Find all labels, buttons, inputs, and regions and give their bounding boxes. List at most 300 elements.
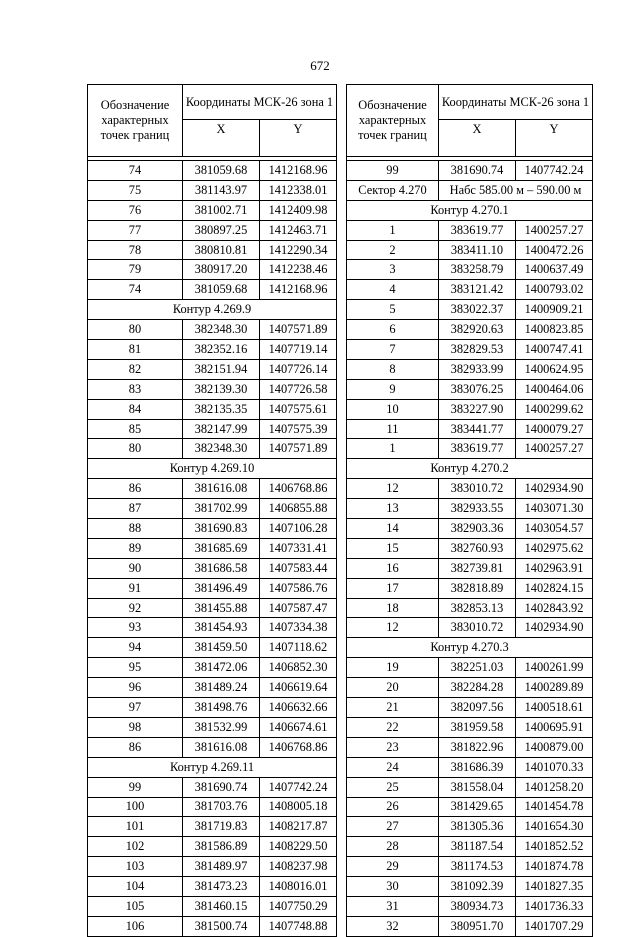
- height-range: Набс 585.00 м – 590.00 м: [439, 180, 593, 200]
- point-number: 93: [88, 618, 183, 638]
- coord-x: 380810.81: [183, 240, 260, 260]
- point-number: 75: [88, 180, 183, 200]
- coord-y: 1402843.92: [516, 598, 593, 618]
- table-row: [347, 399, 593, 419]
- coord-y: 1400261.99: [516, 658, 593, 678]
- coord-x: 381690.83: [183, 519, 260, 539]
- table-row: [347, 618, 593, 638]
- coord-x: 382903.36: [439, 519, 516, 539]
- coord-x: 382933.99: [439, 359, 516, 379]
- coord-y: 1400079.27: [516, 419, 593, 439]
- point-number: 25: [347, 777, 439, 797]
- coord-y: 1406768.86: [260, 479, 337, 499]
- coord-x: 381059.68: [183, 161, 260, 181]
- coord-x: 381143.97: [183, 180, 260, 200]
- coord-x: 381690.74: [183, 777, 260, 797]
- coord-x: 381586.89: [183, 837, 260, 857]
- point-number: 88: [88, 519, 183, 539]
- table-row: [347, 419, 593, 439]
- coord-y: 1407586.76: [260, 578, 337, 598]
- point-number: 96: [88, 678, 183, 698]
- coord-x: 382284.28: [439, 678, 516, 698]
- table-row: [88, 777, 337, 797]
- point-number: 86: [88, 479, 183, 499]
- coord-x: 381187.54: [439, 837, 516, 857]
- point-number: Сектор 4.270: [347, 180, 439, 200]
- point-number: 81: [88, 340, 183, 360]
- coord-x: 382760.93: [439, 538, 516, 558]
- contour-header-row: [347, 200, 593, 220]
- contour-title: Контур 4.270.1: [347, 200, 593, 220]
- point-number: 80: [88, 320, 183, 340]
- coord-y: 1400624.95: [516, 359, 593, 379]
- table-row: [88, 558, 337, 578]
- point-number: 1: [347, 439, 439, 459]
- coord-x: 382933.55: [439, 499, 516, 519]
- coordinates-table-left: [87, 84, 337, 937]
- header-coordinates: Координаты МСК-26 зона 1: [183, 85, 337, 120]
- coord-x: 382348.30: [183, 320, 260, 340]
- coord-y: 1400257.27: [516, 220, 593, 240]
- point-number: 9: [347, 379, 439, 399]
- coord-y: 1402934.90: [516, 618, 593, 638]
- table-row: [88, 678, 337, 698]
- point-number: 82: [88, 359, 183, 379]
- coord-y: 1403054.57: [516, 519, 593, 539]
- table-row: [347, 240, 593, 260]
- coord-x: 381174.53: [439, 857, 516, 877]
- point-number: 84: [88, 399, 183, 419]
- contour-header-row: [88, 300, 337, 320]
- coord-x: 381690.74: [439, 161, 516, 181]
- coord-x: 383076.25: [439, 379, 516, 399]
- point-number: 103: [88, 857, 183, 877]
- point-number: 29: [347, 857, 439, 877]
- table-row: [347, 479, 593, 499]
- table-row: [88, 359, 337, 379]
- coord-y: 1407571.89: [260, 320, 337, 340]
- coord-y: 1401070.33: [516, 757, 593, 777]
- point-number: 87: [88, 499, 183, 519]
- coord-x: 381455.88: [183, 598, 260, 618]
- table-row: [88, 499, 337, 519]
- table-row: [347, 260, 593, 280]
- coord-y: 1407334.38: [260, 618, 337, 638]
- table-row: [347, 678, 593, 698]
- table-row: [88, 240, 337, 260]
- point-number: 11: [347, 419, 439, 439]
- coord-x: 382135.35: [183, 399, 260, 419]
- coord-x: 381002.71: [183, 200, 260, 220]
- point-number: 104: [88, 877, 183, 897]
- coord-y: 1400464.06: [516, 379, 593, 399]
- table-row: [347, 499, 593, 519]
- coord-y: 1400823.85: [516, 320, 593, 340]
- table-row: [88, 638, 337, 658]
- coord-y: 1407726.14: [260, 359, 337, 379]
- point-number: 6: [347, 320, 439, 340]
- coord-x: 383411.10: [439, 240, 516, 260]
- point-number: 31: [347, 896, 439, 916]
- coord-y: 1401852.52: [516, 837, 593, 857]
- table-row: [347, 180, 593, 200]
- point-number: 76: [88, 200, 183, 220]
- point-number: 99: [88, 777, 183, 797]
- header-point-label: Обозначение характерных точек границ: [347, 85, 439, 157]
- coord-y: 1408229.50: [260, 837, 337, 857]
- coord-x: 382853.13: [439, 598, 516, 618]
- coord-y: 1412338.01: [260, 180, 337, 200]
- point-number: 30: [347, 877, 439, 897]
- table-row: [347, 737, 593, 757]
- coord-x: 381489.97: [183, 857, 260, 877]
- coord-x: 381558.04: [439, 777, 516, 797]
- point-number: 74: [88, 161, 183, 181]
- coord-x: 383619.77: [439, 439, 516, 459]
- page-number: 672: [310, 58, 330, 73]
- table-row: [347, 598, 593, 618]
- point-number: 21: [347, 698, 439, 718]
- contour-title: Контур 4.269.9: [88, 300, 337, 320]
- coord-y: 1412168.96: [260, 280, 337, 300]
- coord-y: 1402824.15: [516, 578, 593, 598]
- point-number: 7: [347, 340, 439, 360]
- point-number: 99: [347, 161, 439, 181]
- contour-header-row: [88, 459, 337, 479]
- table-row: [88, 578, 337, 598]
- table-row: [347, 300, 593, 320]
- coord-y: 1400299.62: [516, 399, 593, 419]
- coord-x: 380951.70: [439, 916, 516, 936]
- point-number: 91: [88, 578, 183, 598]
- coord-x: 380897.25: [183, 220, 260, 240]
- coord-x: 382139.30: [183, 379, 260, 399]
- table-left-body: [88, 161, 337, 937]
- coord-y: 1407748.88: [260, 916, 337, 936]
- coord-y: 1407742.24: [516, 161, 593, 181]
- point-number: 95: [88, 658, 183, 678]
- point-number: 85: [88, 419, 183, 439]
- coord-y: 1401874.78: [516, 857, 593, 877]
- table-row: [88, 439, 337, 459]
- table-row: [347, 797, 593, 817]
- table-row: [347, 837, 593, 857]
- coord-y: 1407750.29: [260, 896, 337, 916]
- table-row: [347, 877, 593, 897]
- coord-y: 1408005.18: [260, 797, 337, 817]
- coord-x: 381686.58: [183, 558, 260, 578]
- table-row: [88, 419, 337, 439]
- table-row: [88, 857, 337, 877]
- point-number: 74: [88, 280, 183, 300]
- point-number: 90: [88, 558, 183, 578]
- table-row: [347, 340, 593, 360]
- point-number: 78: [88, 240, 183, 260]
- coord-x: 382348.30: [183, 439, 260, 459]
- point-number: 28: [347, 837, 439, 857]
- table-row: [347, 757, 593, 777]
- coord-x: 383258.79: [439, 260, 516, 280]
- coord-y: 1401654.30: [516, 817, 593, 837]
- point-number: 100: [88, 797, 183, 817]
- coord-y: 1407742.24: [260, 777, 337, 797]
- table-row: [88, 916, 337, 936]
- point-number: 15: [347, 538, 439, 558]
- point-number: 98: [88, 717, 183, 737]
- header-y: Y: [516, 120, 593, 157]
- coord-x: 383010.72: [439, 618, 516, 638]
- coord-y: 1400637.49: [516, 260, 593, 280]
- coord-x: 381532.99: [183, 717, 260, 737]
- table-row: [88, 896, 337, 916]
- coord-x: 381496.49: [183, 578, 260, 598]
- coord-y: 1402963.91: [516, 558, 593, 578]
- contour-header-row: [88, 757, 337, 777]
- coord-y: 1400472.26: [516, 240, 593, 260]
- coord-y: 1407575.61: [260, 399, 337, 419]
- table-row: [88, 180, 337, 200]
- coord-y: 1400695.91: [516, 717, 593, 737]
- point-number: 12: [347, 618, 439, 638]
- point-number: 16: [347, 558, 439, 578]
- coord-y: 1408237.98: [260, 857, 337, 877]
- table-row: [347, 320, 593, 340]
- contour-header-row: [347, 459, 593, 479]
- coord-y: 1400747.41: [516, 340, 593, 360]
- coord-y: 1412409.98: [260, 200, 337, 220]
- table-row: [88, 280, 337, 300]
- table-row: [88, 737, 337, 757]
- coord-x: 381500.74: [183, 916, 260, 936]
- point-number: 102: [88, 837, 183, 857]
- table-right-body: [347, 161, 593, 937]
- coord-x: 381686.39: [439, 757, 516, 777]
- table-row: [88, 340, 337, 360]
- table-row: [347, 658, 593, 678]
- point-number: 27: [347, 817, 439, 837]
- coord-y: 1412168.96: [260, 161, 337, 181]
- point-number: 1: [347, 220, 439, 240]
- table-row: [88, 598, 337, 618]
- contour-title: Контур 4.270.3: [347, 638, 593, 658]
- coord-y: 1401827.35: [516, 877, 593, 897]
- coord-y: 1406632.66: [260, 698, 337, 718]
- coord-x: 381059.68: [183, 280, 260, 300]
- coord-y: 1400793.02: [516, 280, 593, 300]
- table-row: [88, 399, 337, 419]
- coord-x: 383010.72: [439, 479, 516, 499]
- coord-x: 381719.83: [183, 817, 260, 837]
- point-number: 86: [88, 737, 183, 757]
- header-coordinates: Координаты МСК-26 зона 1: [439, 85, 593, 120]
- header-x: X: [183, 120, 260, 157]
- point-number: 106: [88, 916, 183, 936]
- coord-y: 1400518.61: [516, 698, 593, 718]
- coord-x: 383619.77: [439, 220, 516, 240]
- table-row: [88, 817, 337, 837]
- coord-x: 381616.08: [183, 479, 260, 499]
- contour-header-row: [347, 638, 593, 658]
- coord-x: 383227.90: [439, 399, 516, 419]
- point-number: 20: [347, 678, 439, 698]
- header-point-label: Обозначение характерных точек границ: [88, 85, 183, 157]
- coord-y: 1407571.89: [260, 439, 337, 459]
- coord-x: 381454.93: [183, 618, 260, 638]
- table-row: [88, 519, 337, 539]
- coord-x: 381959.58: [439, 717, 516, 737]
- table-row: [347, 161, 593, 181]
- table-row: [347, 717, 593, 737]
- point-number: 92: [88, 598, 183, 618]
- table-row: [347, 280, 593, 300]
- table-row: [88, 797, 337, 817]
- coord-y: 1407106.28: [260, 519, 337, 539]
- coord-x: 381616.08: [183, 737, 260, 757]
- coord-x: 382352.16: [183, 340, 260, 360]
- point-number: 19: [347, 658, 439, 678]
- coord-x: 381460.15: [183, 896, 260, 916]
- table-row: [347, 857, 593, 877]
- point-number: 97: [88, 698, 183, 718]
- contour-title: Контур 4.269.10: [88, 459, 337, 479]
- coord-x: 381092.39: [439, 877, 516, 897]
- coordinates-table-right: [346, 84, 593, 937]
- table-row: [347, 578, 593, 598]
- point-number: 105: [88, 896, 183, 916]
- table-row: [347, 817, 593, 837]
- coord-x: 383121.42: [439, 280, 516, 300]
- coord-y: 1406855.88: [260, 499, 337, 519]
- table-row: [347, 439, 593, 459]
- coord-x: 381498.76: [183, 698, 260, 718]
- coord-y: 1406674.61: [260, 717, 337, 737]
- table-row: [347, 896, 593, 916]
- coord-y: 1408217.87: [260, 817, 337, 837]
- header-y: Y: [260, 120, 337, 157]
- point-number: 13: [347, 499, 439, 519]
- table-row: [88, 260, 337, 280]
- point-number: 83: [88, 379, 183, 399]
- coord-y: 1406852.30: [260, 658, 337, 678]
- coord-x: 381459.50: [183, 638, 260, 658]
- point-number: 26: [347, 797, 439, 817]
- contour-title: Контур 4.269.11: [88, 757, 337, 777]
- coord-y: 1401454.78: [516, 797, 593, 817]
- table-row: [88, 618, 337, 638]
- point-number: 23: [347, 737, 439, 757]
- point-number: 77: [88, 220, 183, 240]
- coord-y: 1412463.71: [260, 220, 337, 240]
- coord-x: 382920.63: [439, 320, 516, 340]
- point-number: 2: [347, 240, 439, 260]
- table-row: [88, 200, 337, 220]
- coord-x: 381702.99: [183, 499, 260, 519]
- table-row: [347, 220, 593, 240]
- coord-x: 382097.56: [439, 698, 516, 718]
- coord-y: 1400289.89: [516, 678, 593, 698]
- point-number: 3: [347, 260, 439, 280]
- table-row: [88, 379, 337, 399]
- coord-y: 1408016.01: [260, 877, 337, 897]
- coord-x: 381489.24: [183, 678, 260, 698]
- coord-x: 383022.37: [439, 300, 516, 320]
- coord-x: 383441.77: [439, 419, 516, 439]
- point-number: 18: [347, 598, 439, 618]
- table-row: [88, 479, 337, 499]
- table-row: [88, 658, 337, 678]
- point-number: 94: [88, 638, 183, 658]
- coord-y: 1412238.46: [260, 260, 337, 280]
- table-row: [347, 538, 593, 558]
- coord-y: 1407331.41: [260, 538, 337, 558]
- coord-y: 1407575.39: [260, 419, 337, 439]
- table-row: [347, 698, 593, 718]
- table-row: [347, 379, 593, 399]
- table-row: [88, 220, 337, 240]
- point-number: 89: [88, 538, 183, 558]
- table-row: [88, 717, 337, 737]
- coord-x: 382147.99: [183, 419, 260, 439]
- coord-x: 382829.53: [439, 340, 516, 360]
- coord-y: 1407583.44: [260, 558, 337, 578]
- coord-y: 1406619.64: [260, 678, 337, 698]
- table-row: [347, 558, 593, 578]
- coord-x: 382151.94: [183, 359, 260, 379]
- table-row: [88, 698, 337, 718]
- coord-x: 381305.36: [439, 817, 516, 837]
- coord-y: 1406768.86: [260, 737, 337, 757]
- coord-y: 1400879.00: [516, 737, 593, 757]
- point-number: 101: [88, 817, 183, 837]
- coord-x: 380917.20: [183, 260, 260, 280]
- point-number: 22: [347, 717, 439, 737]
- table-row: [88, 877, 337, 897]
- coord-y: 1407726.58: [260, 379, 337, 399]
- table-row: [88, 161, 337, 181]
- coord-x: 381429.65: [439, 797, 516, 817]
- coord-x: 380934.73: [439, 896, 516, 916]
- table-row: [347, 777, 593, 797]
- point-number: 10: [347, 399, 439, 419]
- coord-y: 1402934.90: [516, 479, 593, 499]
- coord-x: 381685.69: [183, 538, 260, 558]
- coord-y: 1402975.62: [516, 538, 593, 558]
- coord-y: 1401258.20: [516, 777, 593, 797]
- table-row: [88, 837, 337, 857]
- coord-y: 1403071.30: [516, 499, 593, 519]
- table-row: [347, 359, 593, 379]
- point-number: 8: [347, 359, 439, 379]
- point-number: 4: [347, 280, 439, 300]
- coord-x: 381822.96: [439, 737, 516, 757]
- table-row: [88, 320, 337, 340]
- coord-y: 1407118.62: [260, 638, 337, 658]
- contour-title: Контур 4.270.2: [347, 459, 593, 479]
- coord-y: 1401707.29: [516, 916, 593, 936]
- point-number: 79: [88, 260, 183, 280]
- table-row: [347, 519, 593, 539]
- point-number: 24: [347, 757, 439, 777]
- coord-x: 381703.76: [183, 797, 260, 817]
- coord-y: 1407587.47: [260, 598, 337, 618]
- point-number: 12: [347, 479, 439, 499]
- point-number: 32: [347, 916, 439, 936]
- coord-y: 1400257.27: [516, 439, 593, 459]
- coord-x: 381473.23: [183, 877, 260, 897]
- coord-x: 381472.06: [183, 658, 260, 678]
- coord-x: 382251.03: [439, 658, 516, 678]
- coord-y: 1401736.33: [516, 896, 593, 916]
